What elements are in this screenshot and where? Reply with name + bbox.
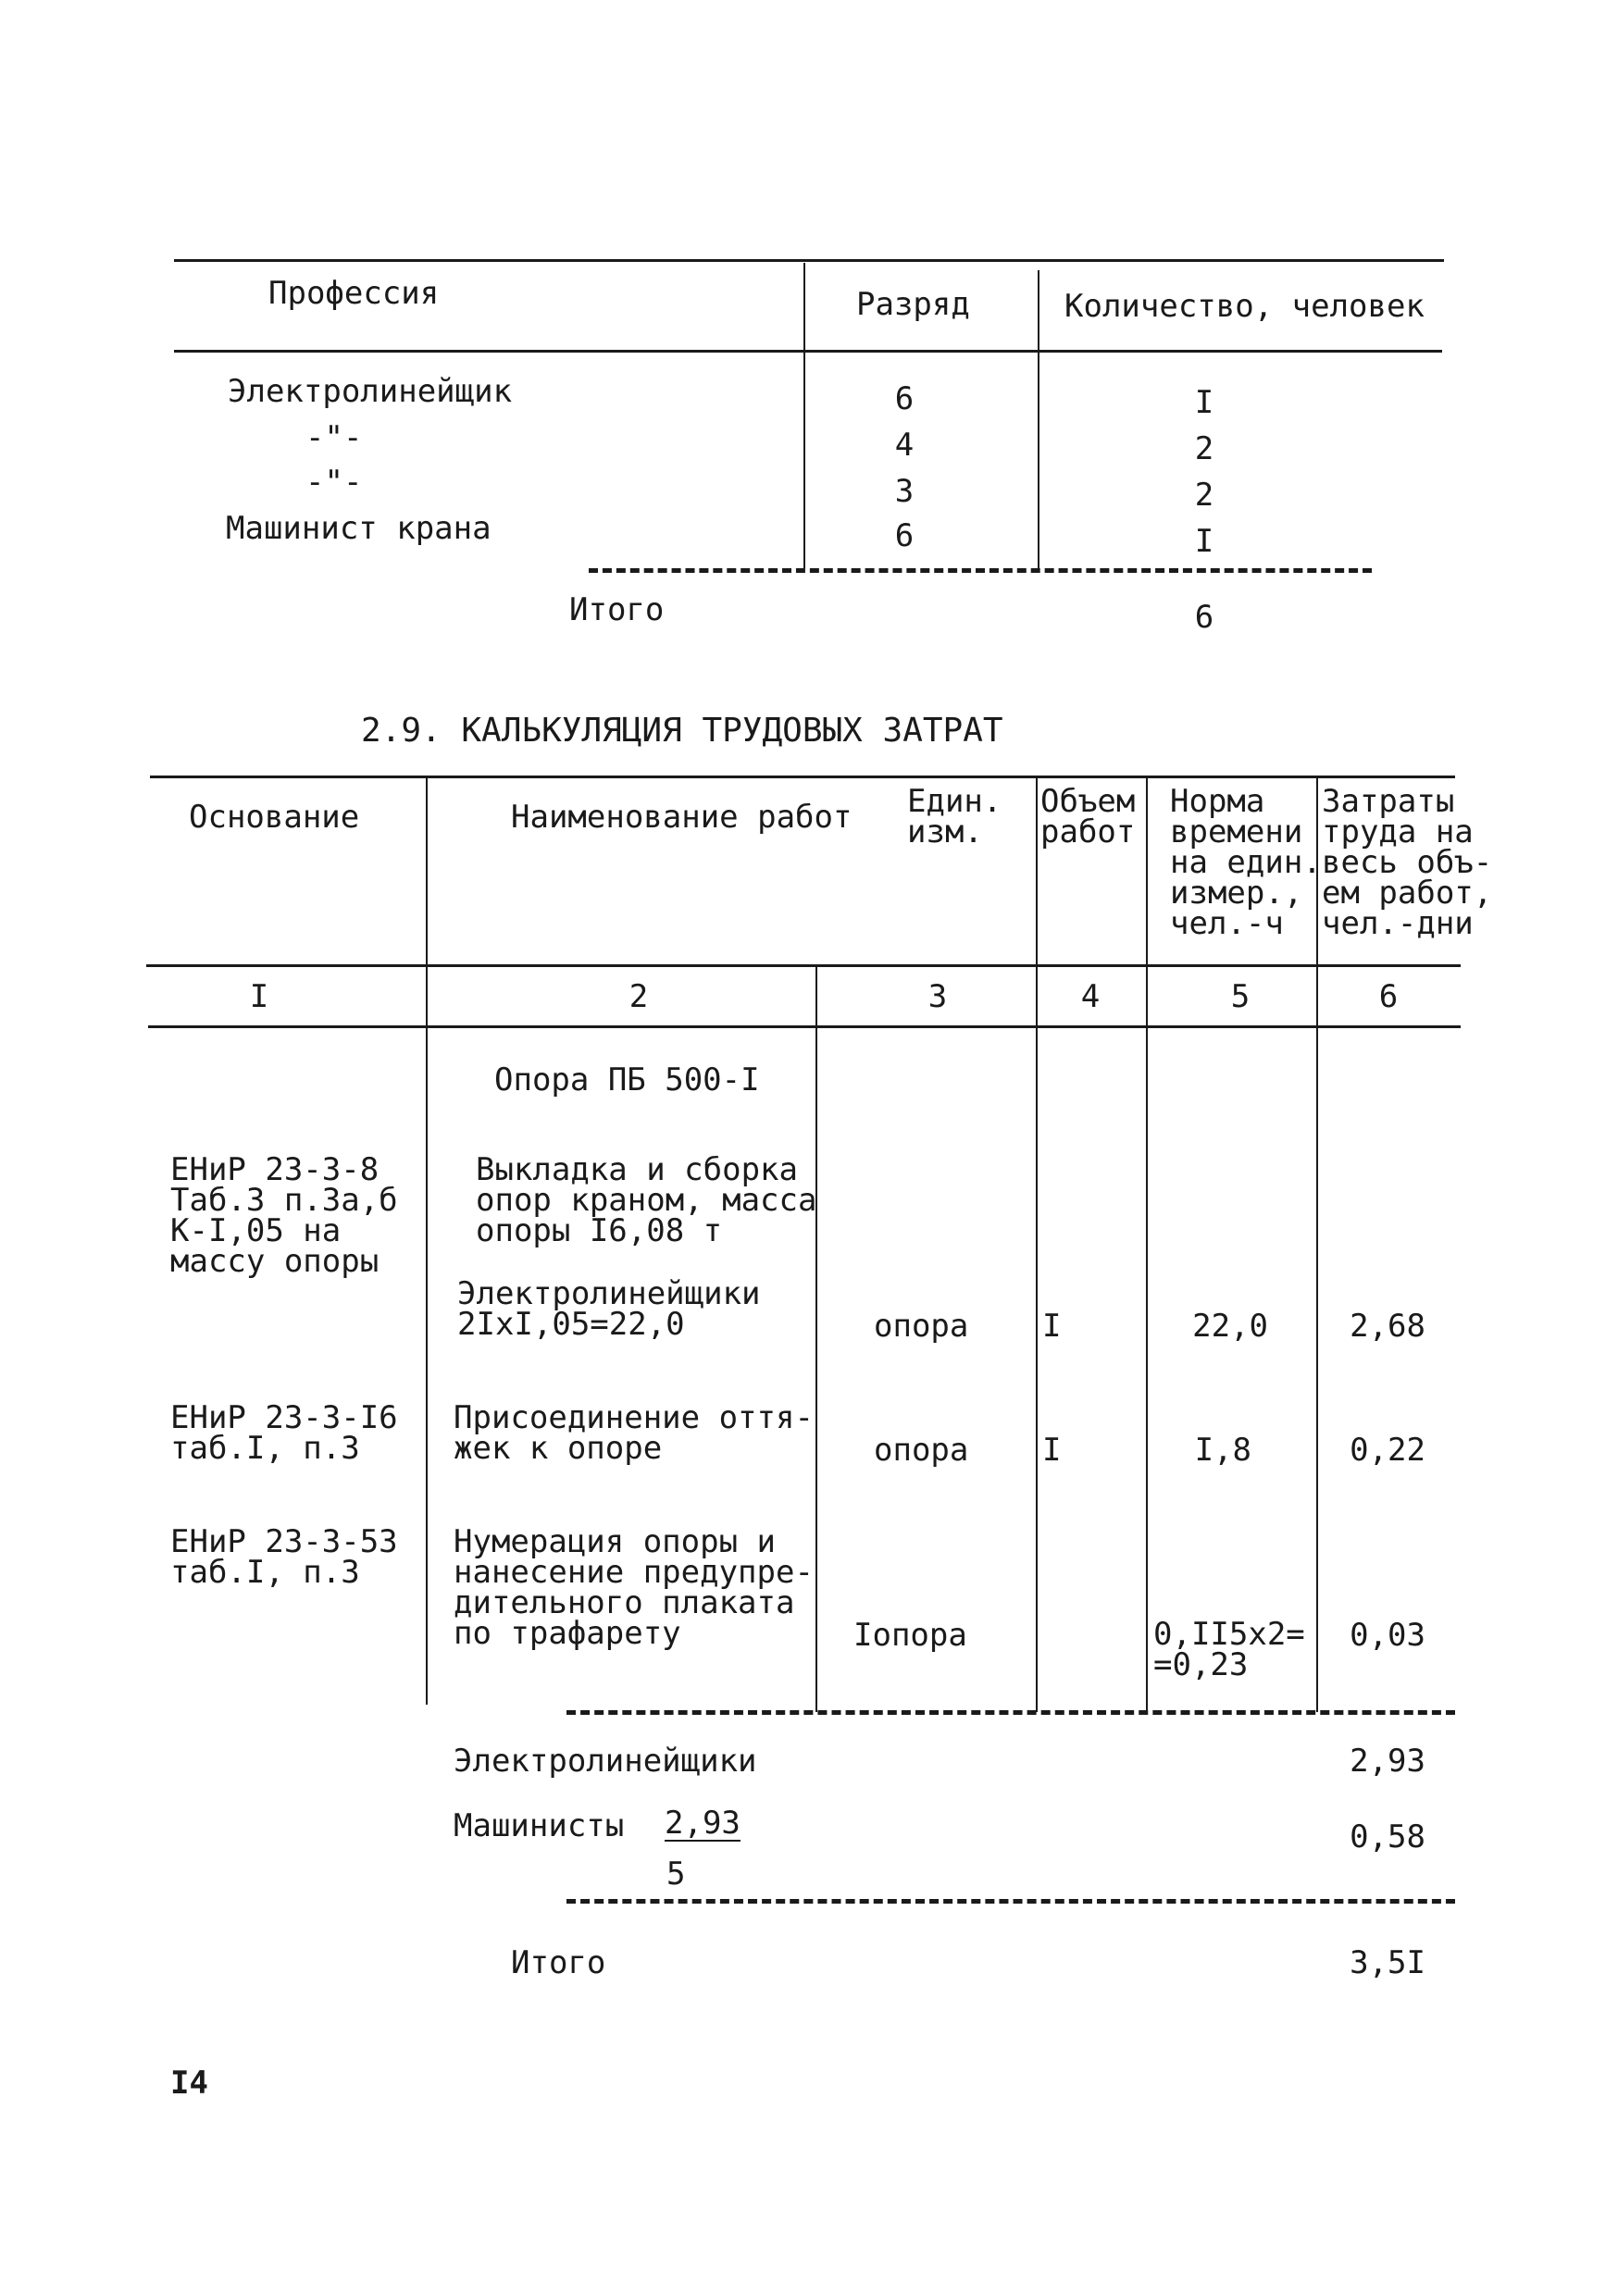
- crew-count: I: [1194, 523, 1214, 560]
- calc-col-number: 2: [629, 978, 649, 1015]
- calc-row-unit: опора: [874, 1432, 969, 1469]
- crew-grade: 4: [894, 427, 915, 464]
- crew-profession: -"-: [305, 419, 363, 456]
- calc-col-divider: [1146, 776, 1148, 1712]
- crew-col-divider: [1038, 270, 1039, 572]
- calc-col-number: 5: [1230, 978, 1251, 1015]
- calc-col-divider: [815, 964, 817, 1712]
- crew-grade: 3: [894, 473, 915, 510]
- crew-count: 2: [1194, 477, 1214, 514]
- calc-row-subname: Электролинейщики 2IxI,05=22,0: [457, 1275, 761, 1343]
- crew-count: 2: [1194, 430, 1214, 467]
- calc-row-norm: 0,II5x2= =0,23: [1153, 1616, 1305, 1683]
- calc-top-rule: [150, 776, 1455, 778]
- crew-header-count: Количество, человек: [1064, 288, 1425, 325]
- calc-header-labor: Затраты труда на весь объ- ем работ, чел.-дни: [1322, 783, 1493, 942]
- crew-col-divider: [803, 263, 805, 568]
- crew-header-rule: [174, 350, 1442, 353]
- calc-row-basis: ЕНиР 23-3-I6 таб.I, п.3: [170, 1399, 398, 1467]
- page-number: I4: [170, 2065, 208, 2102]
- calc-row-unit: опора: [874, 1308, 969, 1345]
- calc-dashed-rule: [566, 1710, 1455, 1715]
- calc-row-labor: 2,68: [1350, 1308, 1425, 1345]
- crew-grade: 6: [894, 380, 915, 417]
- calc-row-volume: I: [1042, 1308, 1062, 1345]
- calc-dashed-rule: [566, 1899, 1455, 1904]
- crew-total-value: 6: [1194, 599, 1214, 636]
- calc-numbers-rule: [148, 1025, 1461, 1028]
- crew-header-profession: Профессия: [268, 275, 440, 312]
- calc-row-name: Выкладка и сборка опор краном, масса опоры I6,08 т: [476, 1151, 817, 1249]
- calc-subtotal-value: 0,58: [1350, 1818, 1425, 1855]
- calc-col-number: 6: [1378, 978, 1399, 1015]
- crew-header-grade: Разряд: [856, 286, 970, 323]
- calc-row-labor: 0,22: [1350, 1432, 1425, 1469]
- crew-grade: 6: [894, 517, 915, 554]
- crew-top-rule: [174, 259, 1444, 262]
- calc-row-norm: 22,0: [1192, 1308, 1268, 1345]
- calc-subtotal-value: 2,93: [1350, 1743, 1425, 1780]
- calc-header-name: Наименование работ: [511, 799, 853, 836]
- calc-header-volume: Объем работ: [1040, 783, 1136, 850]
- calc-row-name: Нумерация опоры и нанесение предупре- дительного плаката по трафарету: [454, 1523, 814, 1652]
- calc-col-divider: [426, 776, 428, 1025]
- crew-count: I: [1194, 384, 1214, 421]
- calc-row-basis: ЕНиР 23-3-53 таб.I, п.3: [170, 1523, 398, 1591]
- crew-total-label: Итого: [569, 591, 665, 628]
- calc-row-unit: Iопора: [853, 1617, 967, 1654]
- calc-header-unit: Един. изм.: [907, 783, 1002, 850]
- calc-header-basis: Основание: [189, 799, 360, 836]
- calc-header-norm: Норма времени на един. измер., чел.-ч: [1170, 783, 1322, 942]
- calc-header-rule: [146, 964, 1461, 967]
- calc-col-number: 4: [1080, 978, 1101, 1015]
- calc-subtotal-label: Электролинейщики: [454, 1743, 757, 1780]
- section-title: 2.9. КАЛЬКУЛЯЦИЯ ТРУДОВЫХ ЗАТРАТ: [361, 712, 1003, 750]
- calc-fraction-numerator: 2,93: [665, 1805, 741, 1842]
- calc-row-volume: I: [1042, 1432, 1062, 1469]
- calc-row-name: Присоединение оття- жек к опоре: [454, 1399, 814, 1467]
- calc-row-basis: ЕНиР 23-3-8 Таб.3 п.3а,б К-I,05 на массу опоры: [170, 1151, 398, 1280]
- crew-profession: Машинист крана: [226, 510, 492, 547]
- calc-col-number: 3: [927, 978, 948, 1015]
- calc-subtotal-label: Машинисты: [454, 1807, 625, 1844]
- crew-dashed-rule: [589, 568, 1372, 573]
- calc-col-divider: [426, 1025, 428, 1705]
- calc-row-norm: I,8: [1194, 1432, 1251, 1469]
- calc-row-labor: 0,03: [1350, 1617, 1425, 1654]
- calc-col-divider: [1036, 776, 1038, 1712]
- calc-fraction-denominator: 5: [666, 1855, 686, 1893]
- calc-col-number: I: [249, 978, 269, 1015]
- crew-profession: -"-: [305, 464, 363, 501]
- crew-profession: Электролинейщик: [228, 373, 513, 410]
- calc-total-label: Итого: [511, 1944, 606, 1981]
- calc-total-value: 3,5I: [1350, 1944, 1425, 1981]
- calc-object-title: Опора ПБ 500-I: [494, 1061, 760, 1098]
